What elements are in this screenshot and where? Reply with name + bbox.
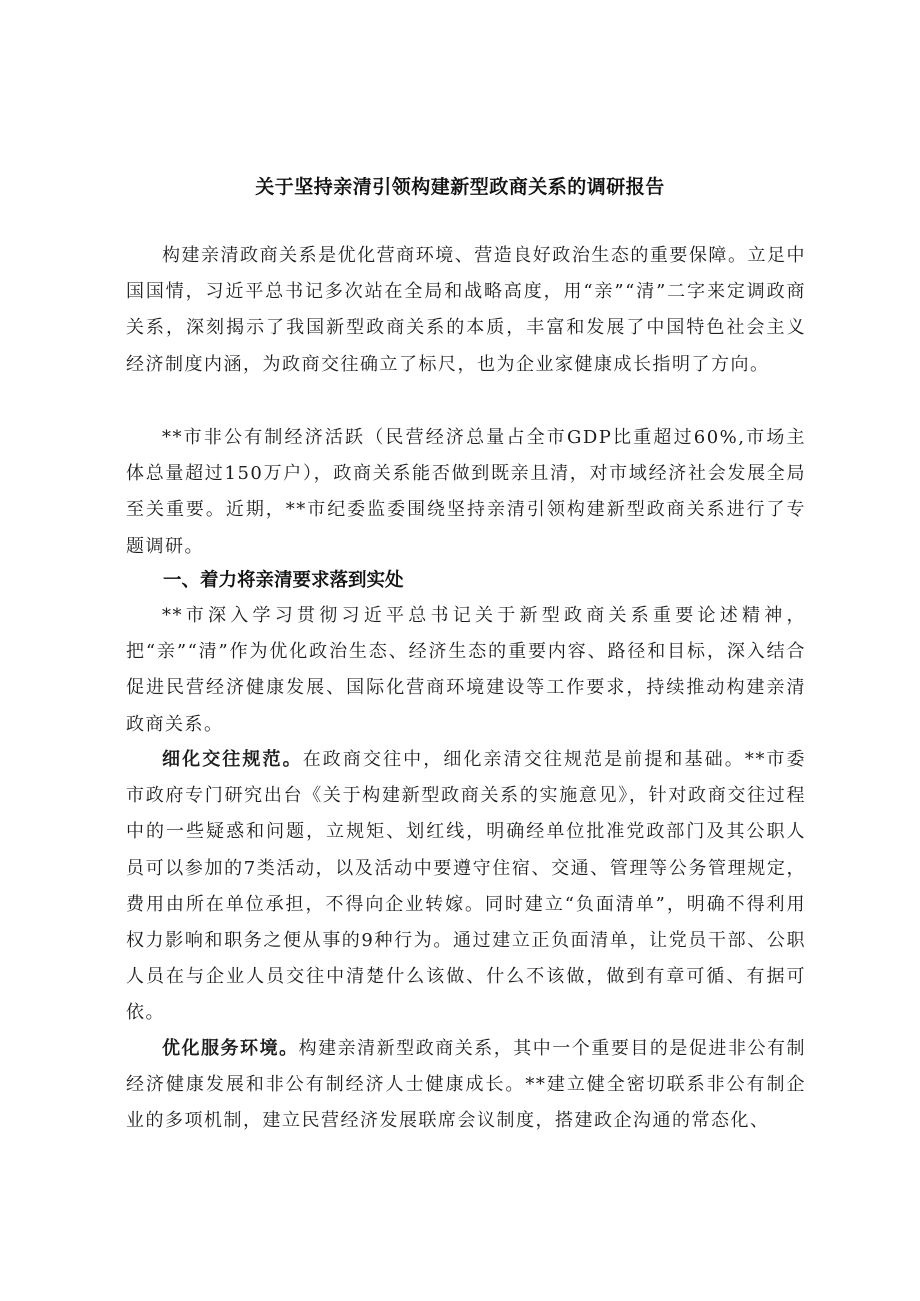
paragraph-lead-text: 优化服务环境。 [162,1038,299,1059]
section-1-heading: 一、着力将亲清要求落到实处 [163,570,404,591]
paragraph-body-text: 构建亲清新型政商关系，其中一个重要目的是促进非公有制经济健康发展和非公有制经济人士健康成长。**建立健全密切联系非公有制企业的多项机制，建立民营经济发展联席会议制度，搭建政企沟通的常态化、 [126,1038,806,1132]
paragraph-lead-text: 细化交往规范。 [162,749,303,770]
paragraph-service-environment [126,1031,806,1140]
paragraph-section-1-intro: **市深入学习贯彻习近平总书记关于新型政商关系重要论述精神，把“亲”“清”作为优化政治生态、经济生态的重要内容、路径和目标，深入结合促进民营经济健康发展、国际化营商环境建设等工作要求，持续推动构建亲清政商关系。 [126,605,806,735]
paragraph-intro: 构建亲清政商关系是优化营商环境、营造良好政治生态的重要保障。立足中国国情，习近平总书记多次站在全局和战略高度，用“亲”“清”二字来定调政商关系，深刻揭示了我国新型政商关系的本质，丰富和发展了中国特色社会主义经济制度内涵，为政商交往确立了标尺，也为企业家健康成长指明了方向。 [126,245,806,375]
paragraph-interaction-norms [126,742,806,1032]
paragraph-body-text: 在政商交往中，细化亲清交往规范是前提和基础。**市委市政府专门研究出台《关于构建新型政商关系的实施意见》，针对政商交往过程中的一些疑惑和问题，立规矩、划红线，明确经单位批准党政部门及其公职人员可以参加的7类活动，以及活动中要遵守住宿、交通、管理等公务管理规定，费用由所在单位承担，不得向企业转嫁。同时建立“负面清单”，明确不得利用权力影响和职务之便从事的9种行为。通过建立正负面清单，让党员干部、公职人员在与企业人员交往中清楚什么该做、什么不该做，做到有章可循、有据可依。 [126,749,807,1024]
document-title: 关于坚持亲清引领构建新型政商关系的调研报告 [255,176,665,198]
paragraph-city-overview: **市非公有制经济活跃（民营经济总量占全市GDP比重超过60%,市场主体总量超过150万户），政商关系能否做到既亲且清，对市域经济社会发展全局至关重要。近期，**市纪委监委围绕坚持亲清引领构建新型政商关系进行了专题调研。 [126,427,806,557]
